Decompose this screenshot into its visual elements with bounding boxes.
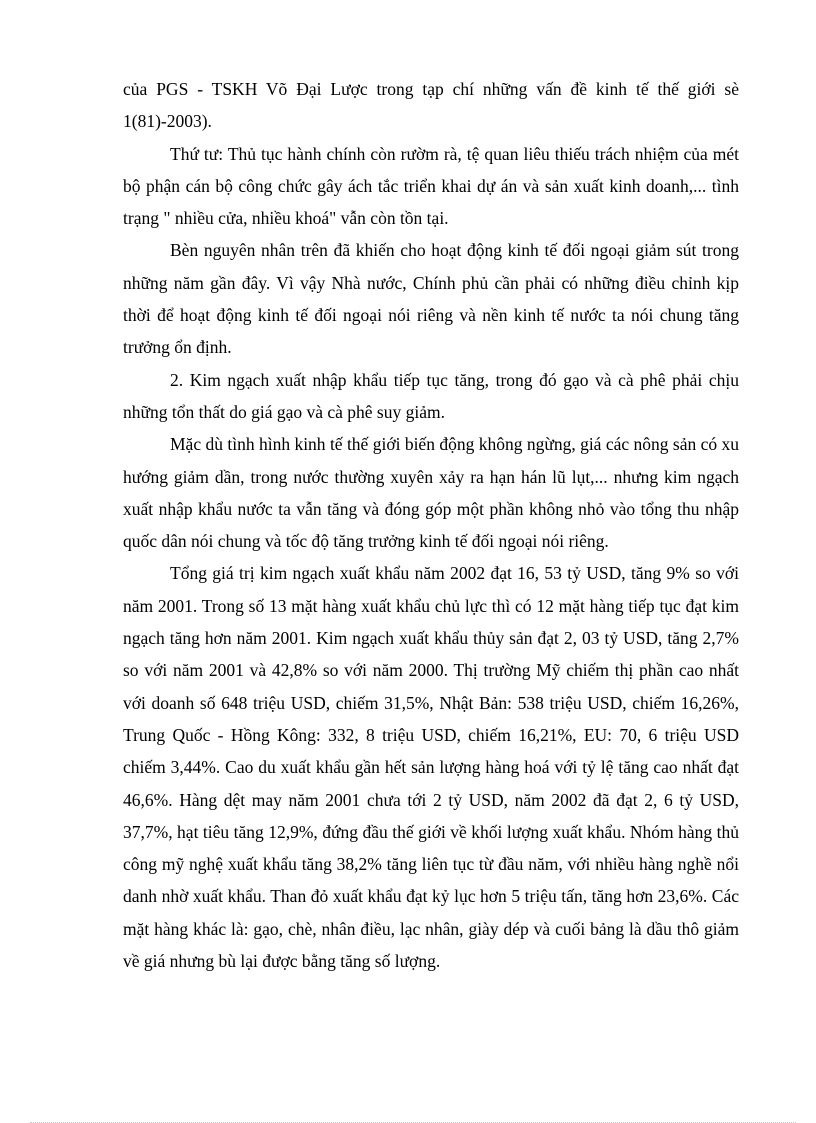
section-heading-2: 2. Kim ngạch xuất nhập khẩu tiếp tục tăng, trong đó gạo và cà phê phải chịu những tổn thất do giá gạo và cà phê suy giảm.: [123, 369, 739, 422]
paragraph-context: Mặc dù tình hình kinh tế thế giới biến động không ngừng, giá các nông sản có xu hướng giảm dần, trong nước thường xuyên xảy ra hạn hán lũ lụt,... nhưng kim ngạch xuất nhập khẩu nước ta vẫn tăng và đóng góp một phần không nhỏ vào tổng thu nhập quốc dân nói chung và tốc độ tăng trưởng kinh tế đối ngoại nói riêng.: [123, 434, 739, 552]
paragraph-four-causes-summary: Bèn nguyên nhân trên đã khiến cho hoạt động kinh tế đối ngoại giảm sút trong những năm gần đây. Vì vậy Nhà nước, Chính phủ cần phải có những điều chỉnh kịp thời để hoạt động kinh tế đối ngoại nói riêng và nền kinh tế nước ta nói chung tăng trưởng ổn định.: [123, 240, 739, 358]
paragraph-fourth-cause: Thứ tư: Thủ tục hành chính còn rườm rà, tệ quan liêu thiếu trách nhiệm của mét bộ phận cán bộ công chức gây ách tắc triển khai dự án và sản xuất kinh doanh,... tình trạng " nhiều cửa, nhiều khoá" vẫn còn tồn tại.: [123, 143, 739, 229]
paragraph-citation-continued: của PGS - TSKH Võ Đại Lược trong tạp chí những vấn đề kinh tế thế giới sè 1(81)-2003).: [123, 79, 739, 132]
paragraph-export-figures: Tổng giá trị kim ngạch xuất khẩu năm 2002 đạt 16, 53 tỷ USD, tăng 9% so với năm 2001. Trong số 13 mặt hàng xuất khẩu chủ lực thì có 12 mặt hàng tiếp tục đạt kim ngạch tăng hơn năm 2001. Kim ngạch xuất khẩu thủy sản đạt 2, 03 tỷ USD, tăng 2,7% so với năm 2001 và 42,8% so với năm 2000. Thị trường Mỹ chiếm thị phần cao nhất với doanh số 648 triệu USD, chiếm 31,5%, Nhật Bản: 538 triệu USD, chiếm 16,26%, Trung Quốc - Hồng Kông: 332, 8 triệu USD, chiếm 16,21%, EU: 70, 6 triệu USD chiếm 3,44%. Cao du xuất khẩu gần hết sản lượng hàng hoá với tỷ lệ tăng cao nhất đạt 46,6%. Hàng dệt may năm 2001 chưa tới 2 tỷ USD, năm 2002 đã đạt 2, 6 tỷ USD, 37,7%, hạt tiêu tăng 12,9%, đứng đầu thế giới về khối lượng xuất khẩu. Nhóm hàng thủ công mỹ nghệ xuất khẩu tăng 38,2% tăng liên tục từ đầu năm, với nhiều hàng nghề nổi danh nhờ xuất khẩu. Than đỏ xuất khẩu đạt kỷ lục hơn 5 triệu tấn, tăng hơn 23,6%. Các mặt hàng khác là: gạo, chè, nhân điều, lạc nhân, giày dép và cuối bảng là dầu thô giảm về giá nhưng bù lại được bằng tăng số lượng.: [123, 563, 739, 972]
document-body: [123, 73, 739, 977]
